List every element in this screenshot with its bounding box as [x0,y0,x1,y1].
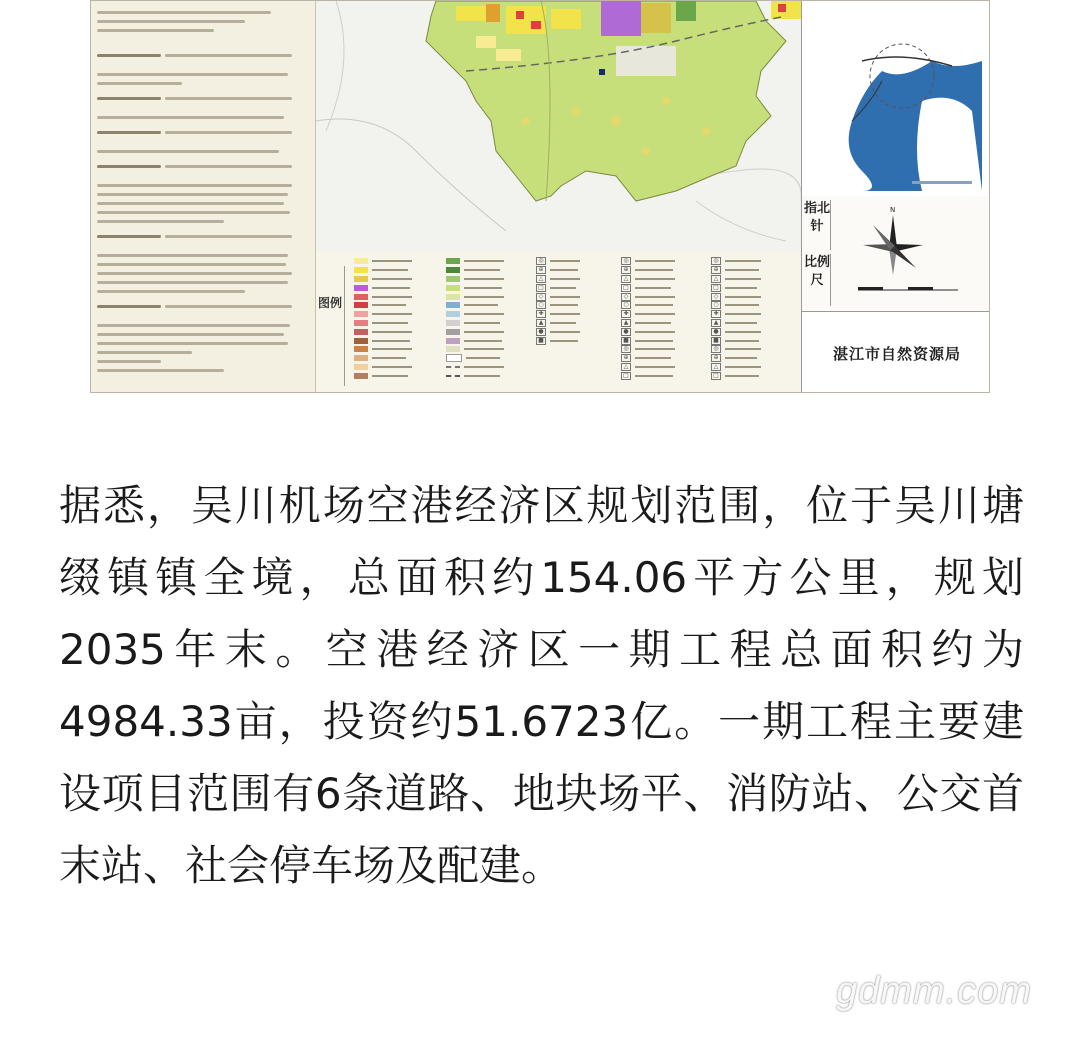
site-watermark: gdmm.com [836,970,1032,1012]
svg-text:N: N [890,206,896,214]
scale-bar-label: 比例尺 [804,254,831,306]
north-scale-box [801,196,990,311]
legend-column-1 [354,257,412,380]
legend-column-2 [446,257,504,380]
location-inset-map [801,1,990,197]
north-arrow-label: 指北针 [804,200,831,250]
map-legend [316,251,801,393]
legend-column-5: ◎ ⊕ △ □ ◇ ○ ✚ ▲ ● ■ ◎ ⊕ △ □ [711,257,761,380]
land-use-map [316,1,801,251]
authority-label: 湛江市自然资源局 [801,311,990,393]
legend-column-4: ◎ ⊕ △ □ ◇ ○ ✚ ▲ ● ■ ◎ ⊕ △ □ [621,257,675,380]
land-use-map-graphic [316,1,801,251]
planning-map-figure [90,0,990,393]
legend-column-3: ◎ ⊕ △ □ ◇ ○ ✚ ▲ ● ■ [536,257,580,345]
article-paragraph: 据悉，吴川机场空港经济区规划范围，位于吴川塘缀镇镇全境，总面积约154.06平方公里，规划2035年末。空港经济区一期工程总面积约为4984.33亩，投资约51.6723亿。一期工程主要建设项目范围有6条道路、地块场平、消防站、公交首末站、社会停车场及配建。 [59,481,1024,890]
compass-rose-icon [838,200,988,310]
legend-title [316,266,345,386]
location-inset-graphic [802,1,990,196]
map-description-panel [91,1,316,393]
legend-title-text: 图例 [317,296,342,310]
